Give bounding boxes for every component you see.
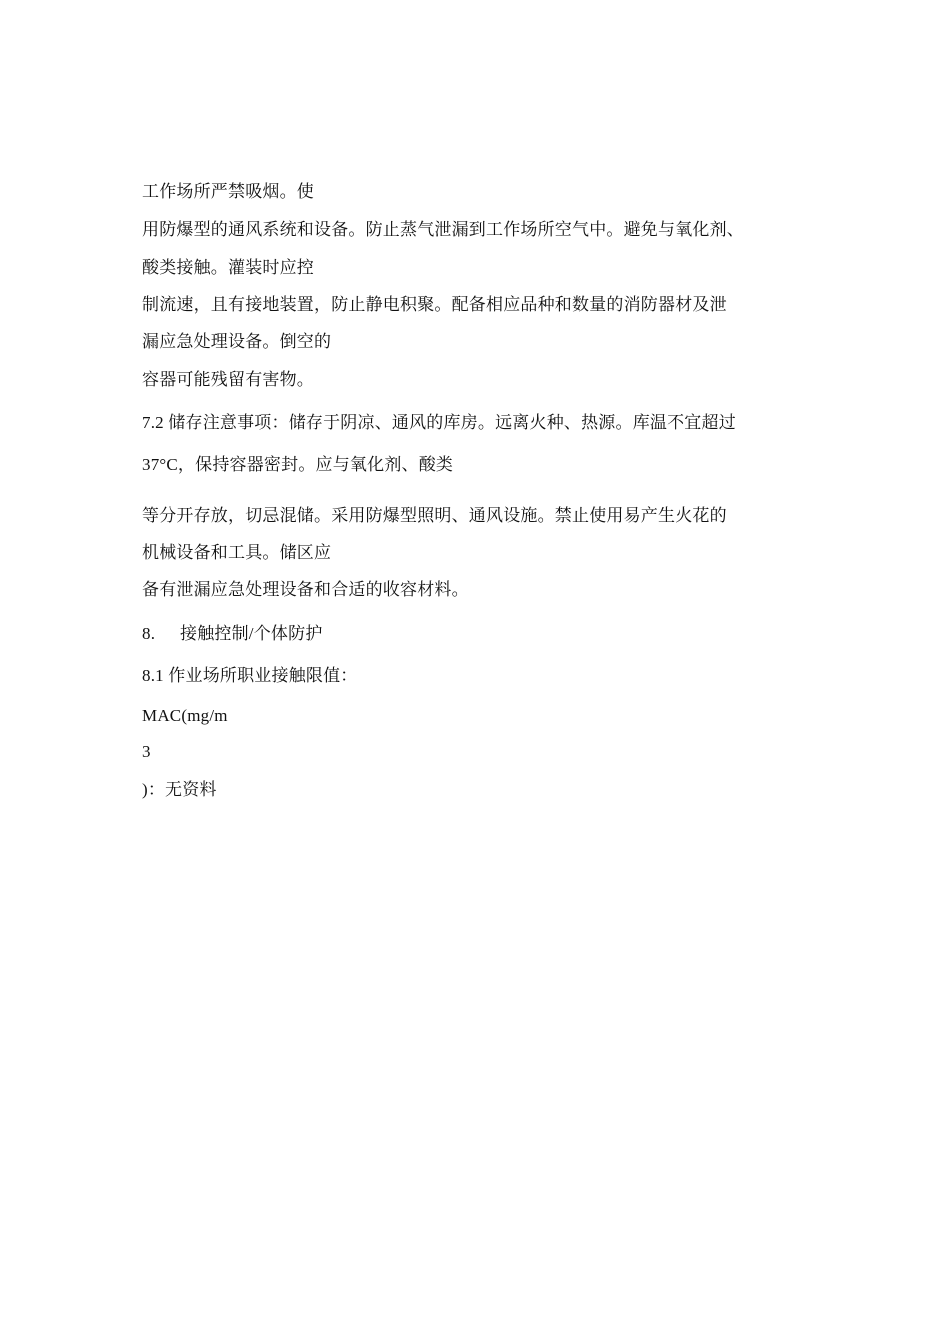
text-line: 酸类接触。灌装时应控 — [142, 258, 314, 277]
text-line: 37°C，保持容器密封。应与氧化剂、酸类 — [142, 455, 454, 474]
section-number: 8. — [142, 624, 156, 643]
section-title: 接触控制/个体防护 — [180, 624, 323, 643]
text-line: 机械设备和工具。储区应 — [142, 543, 332, 562]
text-line: )：无资料 — [142, 780, 217, 799]
section-heading — [142, 623, 323, 645]
text-line: 7.2 储存注意事项：储存于阴凉、通风的库房。远离火种、热源。库温不宜超过 — [142, 413, 736, 432]
text-line: 容器可能残留有害物。 — [142, 370, 314, 389]
text-line: MAC(mg/m — [142, 706, 228, 725]
text-line: 工作场所严禁吸烟。使 — [142, 182, 314, 201]
text-line: 3 — [142, 742, 151, 761]
text-line: 等分开存放，切忌混储。采用防爆型照明、通风设施。禁止使用易产生火花的 — [142, 506, 727, 525]
text-line: 漏应急处理设备。倒空的 — [142, 332, 332, 351]
text-line: 8.1 作业场所职业接触限值： — [142, 666, 358, 685]
text-line: 用防爆型的通风系统和设备。防止蒸气泄漏到工作场所空气中。避免与氧化剂、 — [142, 220, 744, 239]
text-line: 备有泄漏应急处理设备和合适的收容材料。 — [142, 580, 469, 599]
text-line: 制流速，且有接地装置，防止静电积聚。配备相应品种和数量的消防器材及泄 — [142, 295, 727, 314]
